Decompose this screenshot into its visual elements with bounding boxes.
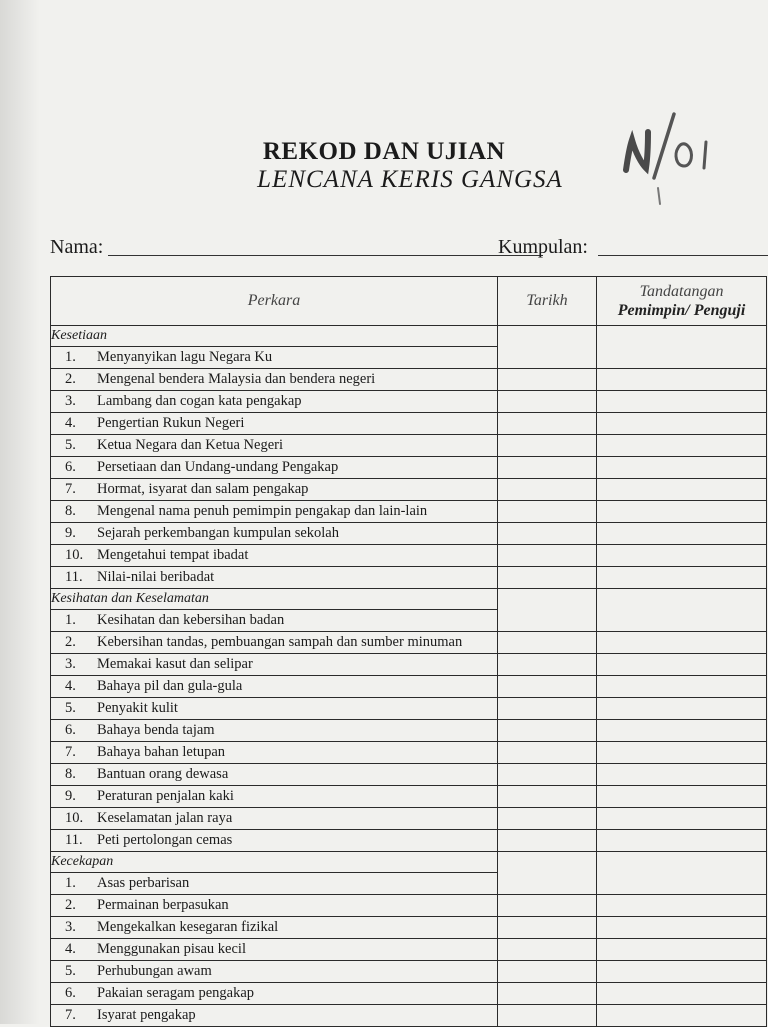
item-cell <box>51 895 498 917</box>
date-cell[interactable] <box>498 698 597 720</box>
table-row <box>51 479 767 501</box>
table-row <box>51 457 767 479</box>
table-row <box>51 808 767 830</box>
item-cell <box>51 501 498 523</box>
col-header-item: Perkara <box>51 277 498 326</box>
item-number: 8. <box>65 766 76 782</box>
item-text: Perhubungan awam <box>97 963 212 979</box>
item-cell <box>51 873 498 895</box>
signature-header-line2: Pemimpin/ Penguji <box>617 302 746 319</box>
item-text: Kesihatan dan kebersihan badan <box>97 612 285 628</box>
date-cell[interactable] <box>498 435 597 457</box>
item-text: Asas perbarisan <box>97 875 190 891</box>
table-row <box>51 369 767 391</box>
table-row <box>51 545 767 567</box>
table-row <box>51 764 767 786</box>
item-text: Peti pertolongan cemas <box>97 832 233 848</box>
item-number: 11. <box>65 569 83 585</box>
item-text: Mengenal bendera Malaysia dan bendera negeri <box>97 371 376 387</box>
item-number: 5. <box>65 963 76 979</box>
signature-cell[interactable] <box>597 435 767 457</box>
item-number: 2. <box>65 897 76 913</box>
signature-cell[interactable] <box>597 567 767 589</box>
table-row <box>51 632 767 654</box>
table-header-row <box>51 277 767 326</box>
record-table <box>50 276 767 1027</box>
item-number: 8. <box>65 503 76 519</box>
signature-cell[interactable] <box>597 369 767 391</box>
item-text: Mengenal nama penuh pemimpin pengakap dan lain-lain <box>97 503 428 519</box>
section-row <box>51 326 767 347</box>
item-number: 2. <box>65 634 76 650</box>
item-cell <box>51 545 498 567</box>
table-row <box>51 983 767 1005</box>
table-body <box>51 326 767 1027</box>
item-text: Nilai-nilai beribadat <box>97 569 215 585</box>
signature-cell[interactable] <box>597 589 767 632</box>
item-number: 5. <box>65 700 76 716</box>
item-number: 10. <box>65 547 84 563</box>
item-text: Persetiaan dan Undang-undang Pengakap <box>97 459 339 475</box>
table-row <box>51 786 767 808</box>
item-cell <box>51 632 498 654</box>
signature-cell[interactable] <box>597 720 767 742</box>
date-cell[interactable] <box>498 983 597 1005</box>
date-cell[interactable] <box>498 457 597 479</box>
item-text: Penyakit kulit <box>97 700 178 716</box>
item-number: 7. <box>65 481 76 497</box>
item-text: Ketua Negara dan Ketua Negeri <box>97 437 283 453</box>
table-row <box>51 501 767 523</box>
item-cell <box>51 457 498 479</box>
item-number: 3. <box>65 393 76 409</box>
item-number: 9. <box>65 788 76 804</box>
item-cell <box>51 830 498 852</box>
item-number: 5. <box>65 437 76 453</box>
signature-cell[interactable] <box>597 698 767 720</box>
table-row <box>51 961 767 983</box>
date-cell[interactable] <box>498 786 597 808</box>
item-cell <box>51 347 498 369</box>
table-row <box>51 1005 767 1027</box>
item-text: Bahaya benda tajam <box>97 722 215 738</box>
item-number: 10. <box>65 810 84 826</box>
table-row <box>51 698 767 720</box>
date-cell[interactable] <box>498 545 597 567</box>
item-cell <box>51 764 498 786</box>
date-cell[interactable] <box>498 742 597 764</box>
signature-cell[interactable] <box>597 852 767 895</box>
date-cell[interactable] <box>498 369 597 391</box>
item-cell <box>51 917 498 939</box>
table-row <box>51 939 767 961</box>
item-text: Sejarah perkembangan kumpulan sekolah <box>97 525 339 541</box>
group-field[interactable] <box>598 255 768 256</box>
date-cell[interactable] <box>498 326 597 369</box>
item-cell <box>51 413 498 435</box>
document-title: REKOD DAN UJIAN <box>262 138 506 165</box>
item-cell <box>51 808 498 830</box>
item-number: 6. <box>65 985 76 1001</box>
signature-cell[interactable] <box>597 830 767 852</box>
item-text: Menyanyikan lagu Negara Ku <box>97 349 273 365</box>
signature-cell[interactable] <box>597 413 767 435</box>
item-cell <box>51 720 498 742</box>
item-cell <box>51 391 498 413</box>
item-number: 1. <box>65 349 76 365</box>
section-title: Kecekapan <box>51 852 498 873</box>
document-subtitle: LENCANA KERIS GANGSA <box>257 166 563 193</box>
item-number: 11. <box>65 832 83 848</box>
date-cell[interactable] <box>498 567 597 589</box>
item-text: Bahaya pil dan gula-gula <box>97 678 243 694</box>
item-text: Keselamatan jalan raya <box>97 810 233 826</box>
date-cell[interactable] <box>498 632 597 654</box>
signature-cell[interactable] <box>597 895 767 917</box>
item-number: 7. <box>65 744 76 760</box>
date-cell[interactable] <box>498 391 597 413</box>
item-cell <box>51 676 498 698</box>
signature-cell[interactable] <box>597 545 767 567</box>
date-cell[interactable] <box>498 764 597 786</box>
item-cell <box>51 479 498 501</box>
item-text: Bahaya bahan letupan <box>97 744 226 760</box>
item-cell <box>51 654 498 676</box>
date-cell[interactable] <box>498 676 597 698</box>
item-text: Memakai kasut dan selipar <box>97 656 253 672</box>
date-cell[interactable] <box>498 413 597 435</box>
item-text: Mengekalkan kesegaran fizikal <box>97 919 279 935</box>
date-cell[interactable] <box>498 917 597 939</box>
item-number: 4. <box>65 415 76 431</box>
signature-header-line1: Tandatangan <box>639 283 724 300</box>
item-number: 4. <box>65 678 76 694</box>
item-cell <box>51 567 498 589</box>
signature-cell[interactable] <box>597 501 767 523</box>
section-title: Kesihatan dan Keselamatan <box>51 589 498 610</box>
name-field[interactable] <box>108 255 543 256</box>
date-cell[interactable] <box>498 479 597 501</box>
table-row <box>51 567 767 589</box>
col-header-signature <box>597 277 767 326</box>
item-cell <box>51 786 498 808</box>
signature-cell[interactable] <box>597 479 767 501</box>
signature-cell[interactable] <box>597 917 767 939</box>
item-text: Mengetahui tempat ibadat <box>97 547 249 563</box>
signature-cell[interactable] <box>597 742 767 764</box>
item-text: Menggunakan pisau kecil <box>97 941 246 957</box>
item-cell <box>51 961 498 983</box>
item-number: 6. <box>65 722 76 738</box>
item-text: Pengertian Rukun Negeri <box>97 415 245 431</box>
date-cell[interactable] <box>498 720 597 742</box>
item-text: Lambang dan cogan kata pengakap <box>97 393 302 409</box>
date-cell[interactable] <box>498 523 597 545</box>
item-text: Hormat, isyarat dan salam pengakap <box>97 481 309 497</box>
section-row <box>51 852 767 873</box>
table-row <box>51 523 767 545</box>
item-text: Pakaian seragam pengakap <box>97 985 255 1001</box>
section-title: Kesetiaan <box>51 326 498 347</box>
item-cell <box>51 369 498 391</box>
item-text: Isyarat pengakap <box>97 1007 196 1023</box>
item-cell <box>51 1005 498 1027</box>
item-number: 3. <box>65 656 76 672</box>
group-label: Kumpulan: <box>498 236 588 258</box>
table-row <box>51 895 767 917</box>
date-cell[interactable] <box>498 852 597 895</box>
item-cell <box>51 983 498 1005</box>
item-cell <box>51 523 498 545</box>
col-header-date: Tarikh <box>498 277 597 326</box>
item-number: 1. <box>65 612 76 628</box>
item-text: Permainan berpasukan <box>97 897 229 913</box>
table-row <box>51 391 767 413</box>
date-cell[interactable] <box>498 895 597 917</box>
signature-cell[interactable] <box>597 523 767 545</box>
item-number: 3. <box>65 919 76 935</box>
item-number: 6. <box>65 459 76 475</box>
table-row <box>51 742 767 764</box>
handwritten-mark <box>618 108 738 208</box>
date-cell[interactable] <box>498 654 597 676</box>
item-number: 4. <box>65 941 76 957</box>
item-cell <box>51 435 498 457</box>
table-row <box>51 830 767 852</box>
item-number: 9. <box>65 525 76 541</box>
signature-cell[interactable] <box>597 764 767 786</box>
section-row <box>51 589 767 610</box>
date-cell[interactable] <box>498 1005 597 1027</box>
signature-cell[interactable] <box>597 808 767 830</box>
item-number: 7. <box>65 1007 76 1023</box>
signature-cell[interactable] <box>597 676 767 698</box>
date-cell[interactable] <box>498 830 597 852</box>
date-cell[interactable] <box>498 939 597 961</box>
item-text: Bantuan orang dewasa <box>97 766 229 782</box>
item-number: 2. <box>65 371 76 387</box>
table-row <box>51 413 767 435</box>
item-cell <box>51 610 498 632</box>
item-text: Kebersihan tandas, pembuangan sampah dan sumber minuman <box>97 634 463 650</box>
item-number: 1. <box>65 875 76 891</box>
signature-cell[interactable] <box>597 457 767 479</box>
signature-cell[interactable] <box>597 326 767 369</box>
signature-cell[interactable] <box>597 632 767 654</box>
signature-cell[interactable] <box>597 939 767 961</box>
table-row <box>51 676 767 698</box>
item-cell <box>51 939 498 961</box>
table-row <box>51 654 767 676</box>
table-row <box>51 917 767 939</box>
date-cell[interactable] <box>498 501 597 523</box>
name-group-row <box>50 236 768 266</box>
table-row <box>51 435 767 457</box>
signature-cell[interactable] <box>597 786 767 808</box>
signature-cell[interactable] <box>597 1005 767 1027</box>
signature-cell[interactable] <box>597 961 767 983</box>
signature-cell[interactable] <box>597 983 767 1005</box>
item-cell <box>51 698 498 720</box>
item-cell <box>51 742 498 764</box>
signature-cell[interactable] <box>597 654 767 676</box>
date-cell[interactable] <box>498 589 597 632</box>
table-row <box>51 720 767 742</box>
name-label: Nama: <box>50 236 104 258</box>
date-cell[interactable] <box>498 808 597 830</box>
item-text: Peraturan penjalan kaki <box>97 788 234 804</box>
signature-cell[interactable] <box>597 391 767 413</box>
date-cell[interactable] <box>498 961 597 983</box>
